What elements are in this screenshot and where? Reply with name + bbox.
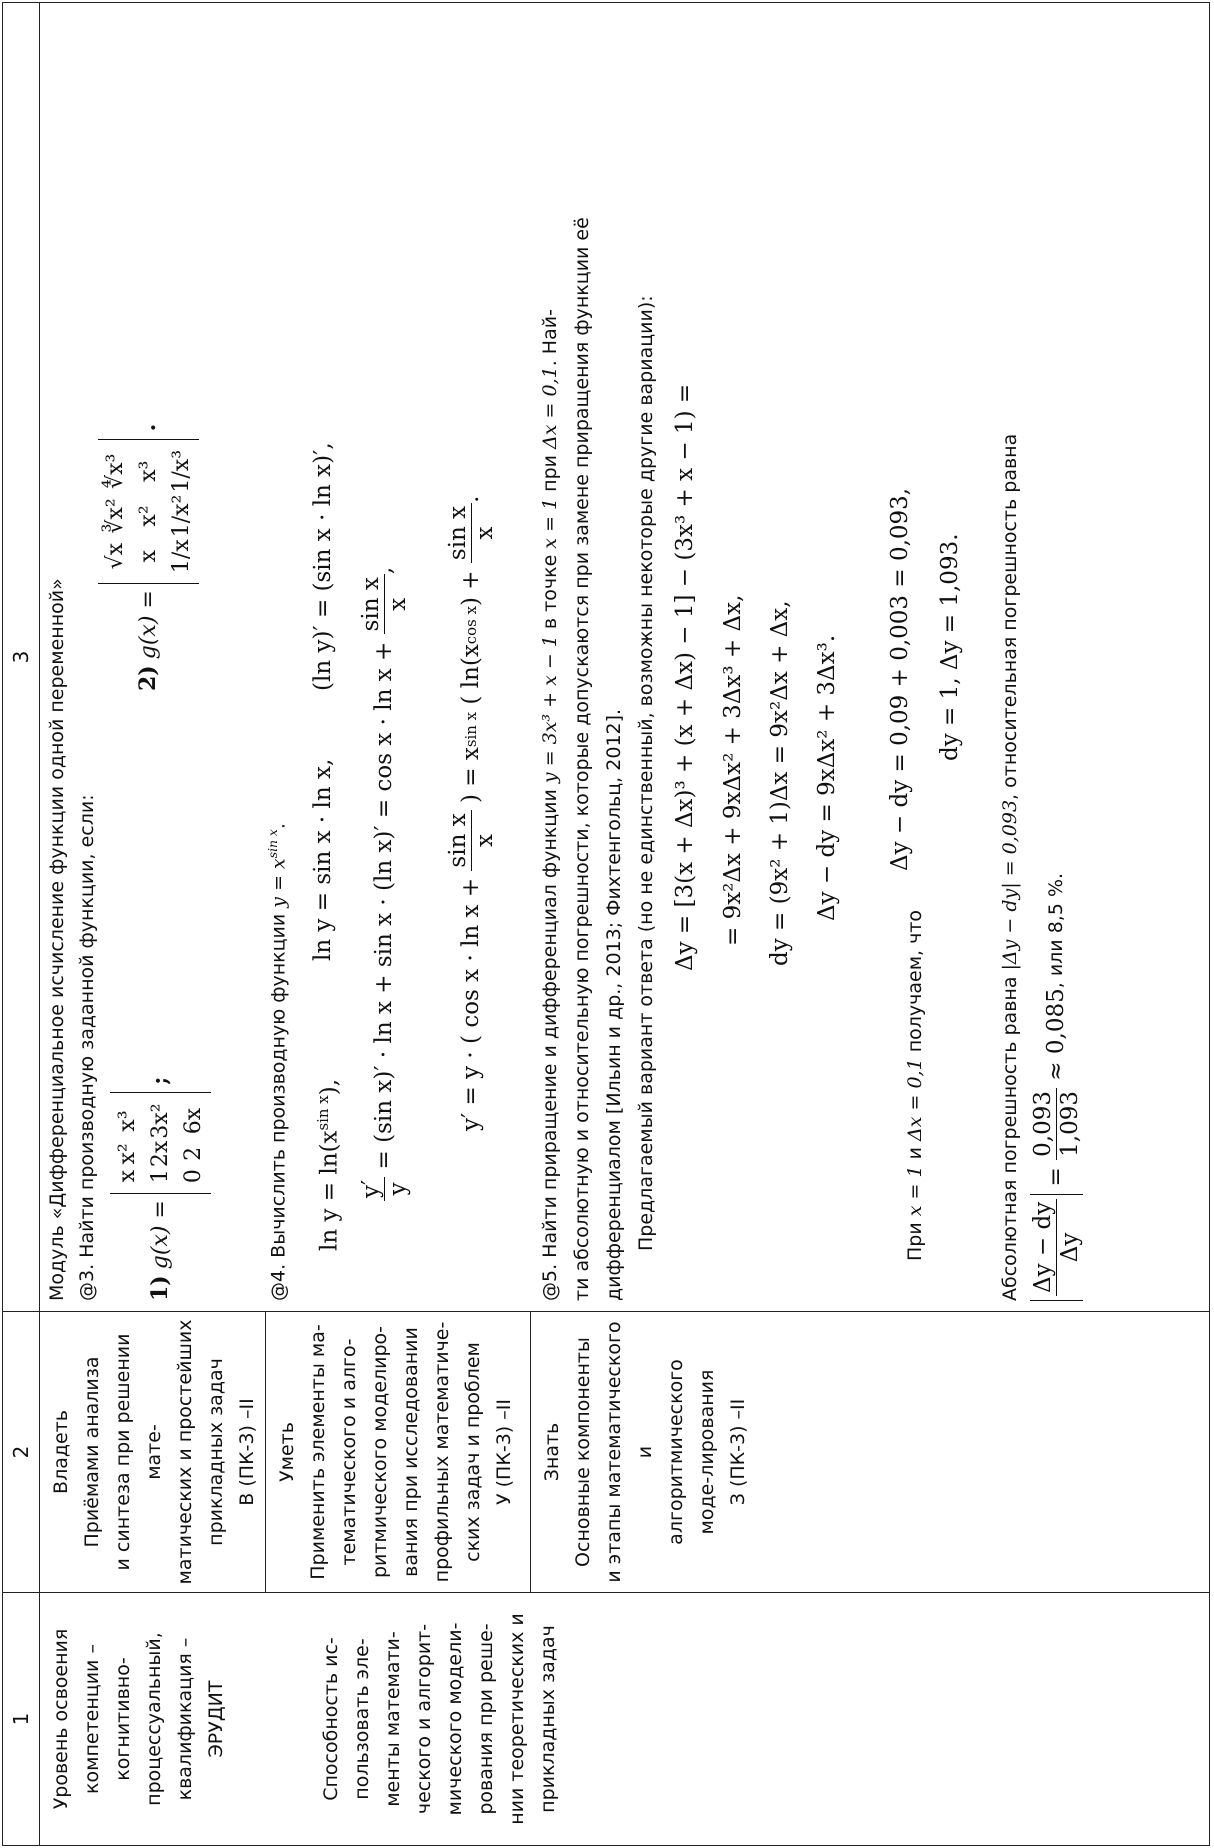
task-3-formula-2: 2) g(x) = √x ∛x² ∜x³ x x² x³ 1/x 1/x² 1/x³ .: [98, 424, 199, 691]
matrix-cell: 1/x²: [169, 494, 194, 538]
matrix-cell: x: [115, 1169, 140, 1183]
eq-part: ln y = ln(x: [316, 1130, 343, 1251]
task-4-label: @4. Вычислить производную функции: [267, 913, 290, 1301]
text-part: и: [904, 1147, 926, 1160]
eq-exp: cos x: [462, 605, 480, 645]
level-line: компетенции –: [81, 1644, 103, 1794]
tasks-content: [40, 11, 1205, 1311]
ability-line: мического модели-: [444, 1622, 466, 1816]
eq-4c: (ln y)′ = (sin x · ln x)′,: [310, 442, 336, 691]
frac-den: y: [385, 1182, 411, 1196]
task-5-line-3: дифференциалом [Ильин и др., 2013; Фихтенгольц, 2012].: [603, 708, 625, 1301]
level-line: квалификация –: [174, 1637, 196, 1801]
eq-5b: = 9x²Δx + 9xΔx² + 3Δx³ + Δx,: [720, 594, 746, 946]
skill-line: У (ПК-3) –II: [493, 1399, 515, 1505]
level-line: ЭРУДИТ: [205, 1680, 227, 1758]
ability-line: прикладных задач: [537, 1625, 559, 1813]
col3-cell: [40, 3, 1210, 1312]
eq-exp: sin x: [314, 1095, 332, 1131]
matrix-cell: 2x: [148, 1140, 173, 1168]
skill-line: Применить элементы ма-: [307, 1324, 329, 1580]
frac-num: Δy − dy: [1030, 1199, 1057, 1296]
competency-level-text: [40, 1593, 232, 1845]
matrix-cell: 6x: [181, 1107, 206, 1135]
formula-label: 2): [135, 665, 161, 691]
header-col-2: 2: [3, 1312, 40, 1593]
skill-line: вания при исследовании: [400, 1327, 422, 1577]
math-part: Δx = 0,1: [904, 1058, 926, 1141]
text-part: в точке: [539, 554, 561, 630]
task-5-line-1: [535, 309, 566, 1301]
frac-num: sin x: [445, 503, 472, 563]
eq-5e: Δy − dy = 0,09 + 0,003 = 0,093,: [887, 487, 913, 871]
frac-num: sin x: [445, 810, 472, 870]
competency-table: [2, 2, 1210, 1846]
task-4-func: y = x: [267, 858, 290, 908]
eq-part: ) +: [458, 570, 484, 606]
skill-line: ских задач и проблем: [462, 1342, 484, 1562]
task-4-exp: sin x: [266, 829, 280, 859]
skill-know: [531, 1312, 760, 1592]
task-5-x: x = 1: [539, 497, 561, 549]
skill-line: Владеть: [50, 1410, 72, 1494]
matrix-cell: 2: [181, 1146, 206, 1161]
matrix-cell: x²: [115, 1143, 140, 1165]
matrix-cell: x: [136, 549, 161, 563]
text-part: при: [539, 454, 561, 492]
eq-exp: sin x: [462, 711, 480, 748]
frac-den: x: [472, 833, 498, 847]
matrix-cell: 1/x: [169, 539, 194, 574]
math-part: ≈ 0,085: [1043, 988, 1069, 1081]
abs-error-line: [995, 434, 1026, 1301]
competency-ability-text: [310, 1593, 564, 1845]
ability-line: нии теоретических и: [506, 1613, 528, 1825]
skill-can: [266, 1312, 531, 1592]
level-line: процессуальный,: [143, 1632, 165, 1806]
frac-den: x: [385, 597, 411, 611]
matrix-cell: √x: [103, 542, 128, 570]
col2-cell: [40, 1312, 1210, 1593]
frac-den: 1,093: [1057, 1091, 1083, 1157]
g-label: g(x) =: [148, 1200, 173, 1270]
skill-line: В (ПК-3) –II: [236, 1398, 258, 1506]
matrix-cell: ∛x²: [103, 498, 128, 534]
formula-label: 1): [147, 1275, 173, 1301]
math-part: x = 1: [904, 1165, 926, 1217]
skill-line: Основные компоненты: [572, 1337, 594, 1567]
frac-den: x: [472, 526, 498, 540]
matrix-cell: 0: [181, 1169, 206, 1184]
eq-part: ),: [316, 1078, 343, 1096]
header-col-3: 3: [3, 3, 40, 1312]
skill-line: и этапы математического и: [603, 1321, 656, 1583]
matrix-cell: 1: [148, 1169, 173, 1184]
task-3-formula-1: 1) g(x) = x x² x³ 1 2x 3x² 0 2 6x ;: [110, 1077, 211, 1301]
eq-4a: [308, 1079, 346, 1251]
skill-line: Знать: [541, 1422, 563, 1482]
task-3-text: @3. Найти производную заданной функции, если:: [76, 794, 98, 1301]
skill-own: [40, 1312, 266, 1592]
frac-num: y′: [358, 1177, 385, 1201]
eq-4e: y′ = y · ( cos x · ln x + sin x x ) = x sin x ( ln(x cos x ) + sin x x .: [445, 495, 498, 1131]
g-label: g(x) =: [136, 590, 161, 660]
skill-line: матических и простейших: [174, 1319, 196, 1585]
skill-line: и синтеза при решении мате-: [112, 1333, 165, 1571]
task-4-text: @4. Вычислить производную функции $y = x^{sin x}$.: [266, 823, 290, 1301]
matrix-cell: 1/x³: [169, 449, 194, 493]
text-part: @5. Найти приращение и дифференциал функции: [539, 789, 561, 1301]
task-5-line-2: ти абсолютную и относительную погрешности, которые допускаются при замене приращения функции её: [571, 217, 593, 1301]
matrix-1: [110, 1092, 211, 1194]
matrix-2: [98, 439, 199, 584]
rel-error-formula: Δy − dy Δy = 0,093 1,093 ≈ 0,085 , или 8,5 %.: [1030, 873, 1083, 1301]
eq-part: ( ln(x: [458, 644, 484, 705]
result-intro: [900, 910, 931, 1261]
skill-line: прикладных задач: [205, 1358, 227, 1546]
ability-line: пользовать эле-: [351, 1638, 373, 1800]
eq-part: ) = x: [458, 747, 484, 803]
ability-line: рования при реше-: [475, 1623, 497, 1815]
text-part: , или 8,5 %.: [1045, 872, 1067, 989]
skill-line: алгоритмического: [665, 1359, 687, 1545]
frac-den: Δy: [1057, 1232, 1083, 1263]
matrix-cell: x³: [115, 1110, 140, 1132]
text-part: . Най-: [539, 309, 561, 367]
matrix-cell: x²: [136, 505, 161, 527]
skill-line: тематического и алго-: [338, 1338, 360, 1566]
text-part: получаем, что: [904, 909, 926, 1053]
skill-line: моде-лирования: [696, 1369, 718, 1535]
skill-line: ритмического моделиро-: [369, 1325, 391, 1579]
frac-num: sin x: [358, 574, 385, 634]
ability-line: менты математи-: [382, 1631, 404, 1807]
eq-5a: Δy = [3(x + Δx)³ + (x + Δx) − 1] − (3x³ + x − 1) =: [672, 383, 698, 971]
eq-5d: Δy − dy = 9xΔx² + 3Δx³.: [814, 634, 840, 921]
skill-line: Приёмами анализа: [81, 1356, 103, 1548]
header-col-1: 1: [3, 1593, 40, 1846]
text-part: , относительная погрешность равна: [999, 433, 1021, 800]
eq-4b: ln y = sin x · ln x,: [310, 758, 336, 961]
module-title: Модуль «Дифференциальное исчисление функции одной переменной»: [46, 578, 68, 1301]
col1-cell: [40, 1593, 1210, 1846]
matrix-cell: x³: [136, 460, 161, 482]
eq-4d: y′ y = (sin x)′ · ln x + sin x · (ln x)′ = cos x · ln x + sin x x ,: [358, 567, 411, 1201]
matrix-cell: ∜x³: [103, 453, 128, 489]
level-line: Уровень освоения: [50, 1628, 72, 1810]
level-line: когнитивно-: [112, 1657, 134, 1781]
text-part: При: [904, 1222, 926, 1261]
task-5-func: y = 3x³ + x − 1: [539, 635, 561, 784]
skill-line: З (ПК-3) –II: [727, 1398, 749, 1506]
frac-num: 0,093: [1030, 1088, 1057, 1160]
task-5-dx: Δx = 0,1: [539, 366, 561, 449]
skill-line: Уметь: [276, 1422, 298, 1482]
math-part: |Δy − dy| = 0,093: [999, 799, 1021, 971]
ability-line: ческого и алгорит-: [413, 1623, 435, 1815]
eq-part: y′ = y · ( cos x · ln x +: [458, 877, 484, 1131]
eq-part: = (sin x)′ · ln x + sin x · (ln x)′ = cos x · ln x +: [371, 641, 397, 1170]
eq-5c: dy = (9x² + 1)Δx = 9x²Δx + Δx,: [767, 600, 793, 966]
text-part: Абсолютная погрешность равна: [999, 976, 1021, 1301]
matrix-cell: 3x²: [148, 1103, 173, 1139]
ability-line: Способность ис-: [320, 1637, 342, 1801]
skill-line: профильных математиче-: [431, 1321, 453, 1583]
eq-5f: dy = 1, Δy = 1,093.: [937, 533, 963, 761]
task-5-line-4: Предлагаемый вариант ответа (но не единственный, возможны некоторые другие вариации):: [635, 295, 657, 1251]
